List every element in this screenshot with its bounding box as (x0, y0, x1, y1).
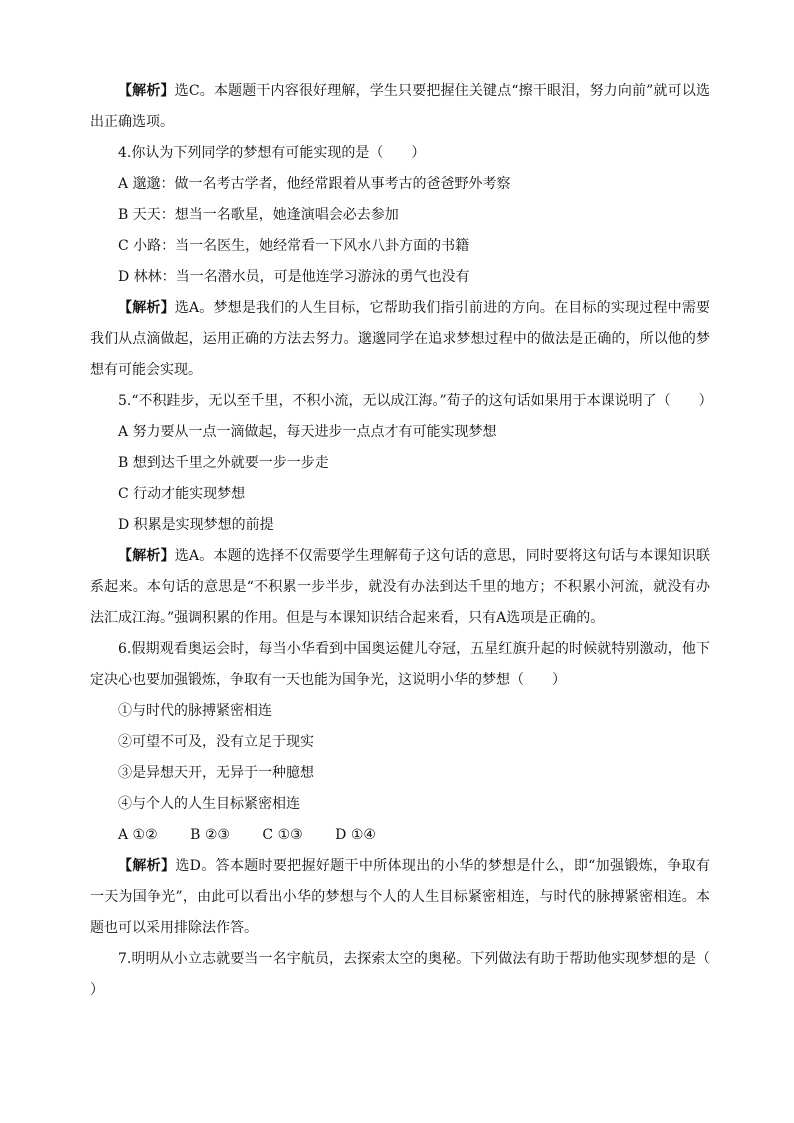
analysis-text: 选C。本题题干内容很好理解，学生只要把握住关键点“擦干眼泪，努力向前”就可以选出正确选项。 (90, 83, 711, 130)
statement-1: ①与时代的脉搏紧密相连 (118, 703, 272, 719)
question-6: 6.假期观看奥运会时，每当小华看到中国奥运健儿夺冠，五星红旗升起的时候就特别激动，他下定决心也要加强锻炼，争取有一天也能为国争光，这说明小华的梦想（ ） (90, 641, 710, 688)
analysis-tag: 【解析】 (118, 300, 175, 316)
statement-2: ②可望不可及，没有立足于现实 (118, 734, 314, 750)
document-page (90, 76, 738, 1006)
analysis-paragraph (90, 851, 710, 944)
option-c: C 小路：当一名医生，她经常看一下风水八卦方面的书籍 (118, 238, 470, 254)
analysis-paragraph (90, 541, 710, 634)
analysis-paragraph (90, 293, 710, 386)
answer-choices (90, 820, 710, 851)
option-d: D 积累是实现梦想的前提 (118, 517, 274, 533)
analysis-text: 选D。答本题时要把握好题干中所体现出的小华的梦想是什么，即“加强锻炼，争取有一天为国争光”，由此可以看出小华的梦想与个人的人生目标紧密相连，与时代的脉搏紧密相连。本题也可以采用排除法作答。 (90, 858, 710, 936)
analysis-tag: 【解析】 (118, 858, 176, 874)
analysis-paragraph (90, 76, 710, 138)
question-7: 7.明明从小立志就要当一名宇航员，去探索太空的奥秘。下列做法有助于帮助他实现梦想的是（ ） (90, 951, 738, 998)
statement-3: ③是异想天开，无异于一种臆想 (118, 765, 314, 781)
analysis-tag: 【解析】 (118, 83, 175, 99)
option-b: B 想到达千里之外就要一步一步走 (118, 455, 329, 471)
option-c: C 行动才能实现梦想 (118, 486, 246, 502)
choice-c: C ①③ (262, 827, 303, 843)
choice-b: B ②③ (190, 827, 230, 843)
analysis-tag: 【解析】 (118, 548, 175, 564)
option-a: A 邈邈：做一名考古学者，他经常跟着从事考古的爸爸野外考察 (118, 176, 511, 192)
analysis-text: 选A。本题的选择不仅需要学生理解荀子这句话的意思，同时要将这句话与本课知识联系起来。本句话的意思是“不积累一步半步，就没有办法到达千里的地方；不积累小河流，就没有办法汇成江海。”强调积累的作用。但是与本课知识结合起来看，只有A选项是正确的。 (90, 548, 711, 626)
option-b: B 天天：想当一名歌星，她逢演唱会必去参加 (118, 207, 399, 223)
question-4: 4.你认为下列同学的梦想有可能实现的是（ ） (118, 145, 426, 161)
choice-d: D ①④ (335, 827, 376, 843)
analysis-text: 选A。梦想是我们的人生目标，它帮助我们指引前进的方向。在目标的实现过程中需要我们从点滴做起，运用正确的方法去努力。邈邈同学在追求梦想过程中的做法是正确的，所以他的梦想有可能会实现。 (90, 300, 711, 378)
option-a: A 努力要从一点一滴做起，每天进步一点点才有可能实现梦想 (118, 424, 497, 440)
choice-a: A ①② (118, 827, 158, 843)
question-5: 5.“不积跬步，无以至千里，不积小流，无以成江海。”荀子的这句话如果用于本课说明了（ ） (118, 393, 713, 409)
statement-4: ④与个人的人生目标紧密相连 (118, 796, 300, 812)
option-d: D 林林：当一名潜水员，可是他连学习游泳的勇气也没有 (118, 269, 470, 285)
